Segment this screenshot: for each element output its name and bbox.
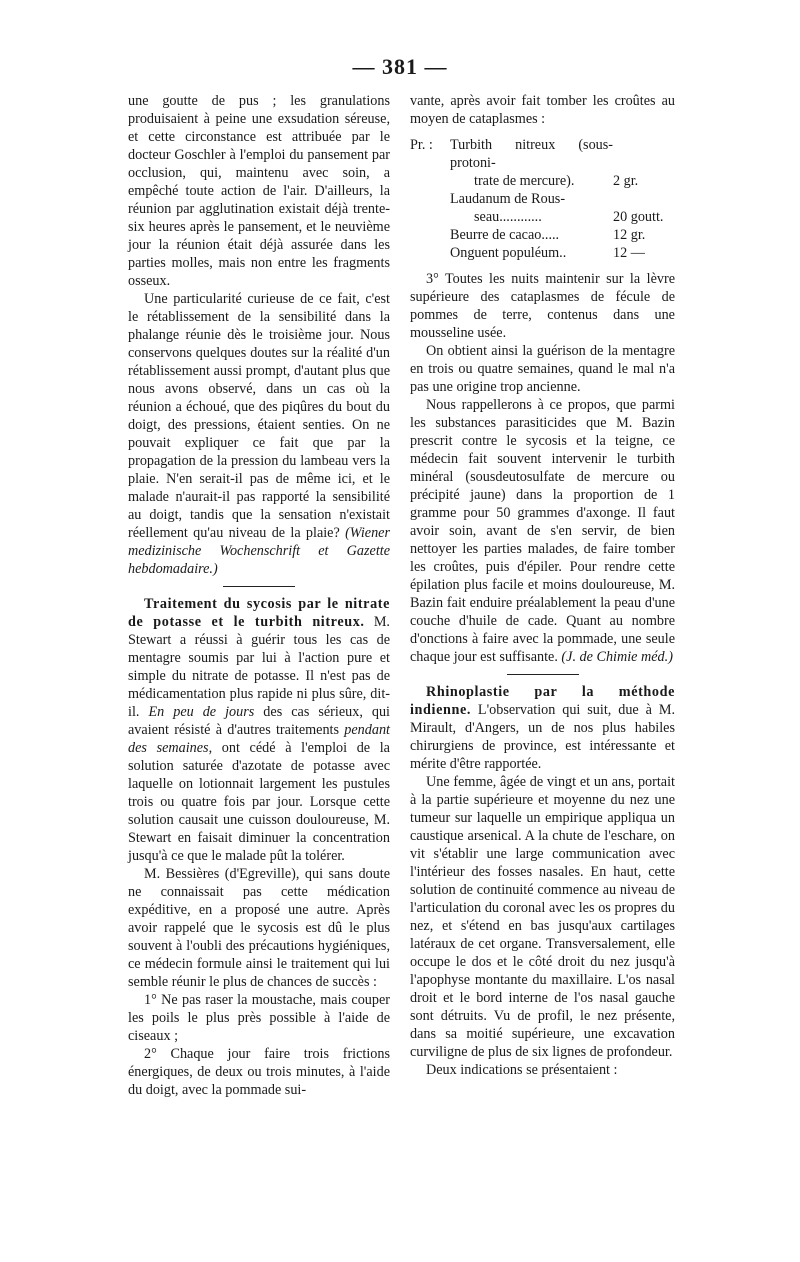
article-paragraph <box>410 683 675 773</box>
paragraph-text: Nous rappellerons à ce propos, que parmi les substances parasiticides que M. Bazin prescrit contre le sycosis et la teigne, ce médecin fait souvent intervenir le turbith minéral (sousdeutosulfate de mercure ou précipité jaune) dans la proportion de 1 gramme pour 50 grammes d'axonge. Il faut avoir soin, avant de s'en servir, de bien nettoyer les parties malades, de faire tomber les croûtes, puis d'épiler. Pour rendre cette épilation plus facile et moins douloureuse, M. Bazin fait enduire préalablement la peau d'une couche d'huile de cade. Quant au nombre d'onctions à faire avec la pommade, une seule chaque jour est suffisante. <box>410 397 675 665</box>
paragraph-text: L'observation qui suit, due à M. Mirault, d'Angers, un de nos plus habiles chirurgiens de province, est intéressante et mérite d'être rapportée. <box>410 702 675 772</box>
prescription-label: Pr. : <box>410 137 433 153</box>
right-column <box>410 92 675 1079</box>
paragraph: Deux indications se présentaient : <box>426 1062 618 1078</box>
paragraph: une goutte de pus ; les granulations produisaient à peine une exsudation séreuse, et cette circonstance est attribuée par le docteur Goschler à l'emploi du pansement par occlusion, qui, maintenu avec soin, a empêché toute action de l'air. D'ailleurs, la réunion par agglutination existait déjà trente-six heures après le pansement, et le neuvième jour la réunion était déjà assurée dans les parties molles, mais non entre les fragments osseux. <box>128 93 390 289</box>
section-divider <box>223 586 295 587</box>
paragraph <box>410 396 675 666</box>
ingredient-qty <box>613 190 675 208</box>
ingredient-qty: 20 goutt. <box>613 209 664 225</box>
ingredient-name: seau............ <box>474 209 542 225</box>
paragraph-text: , ont cédé à l'emploi de la solution saturée d'azotate de potasse avec laquelle on lotionnait largement les pustules trois ou quatre fois par jour. Lorsque cette solution causait une cuisson douloureuse, M. Stewart en faisait diminuer la concentration jusqu'à ce que le malade pût la tolérer. <box>128 740 390 864</box>
paragraph: 3° Toutes les nuits maintenir sur la lèvre supérieure des cataplasmes de fécule de pommes de terre, contenus dans une mousseline usée. <box>410 271 675 341</box>
paragraph: 2° Chaque jour faire trois frictions énergiques, de deux ou trois minutes, à l'aide du doigt, avec la pommade sui- <box>128 1046 390 1098</box>
ingredient-qty: 12 — <box>613 245 645 261</box>
paragraph: vante, après avoir fait tomber les croûtes au moyen de cataplasmes : <box>410 93 675 127</box>
ingredient-name: Turbith nitreux (sous-protoni- <box>450 137 613 171</box>
left-column <box>128 92 390 1099</box>
ingredient-qty: 2 gr. <box>613 173 639 189</box>
ingredient-qty: 12 gr. <box>613 227 646 243</box>
source-citation: (J. de Chimie méd.) <box>561 649 673 665</box>
ingredient-name: Laudanum de Rous- <box>450 191 566 207</box>
paragraph-text: M. Stewart a réussi à guérir tous les cas de mentagre soumis par lui à l'action pure et simple du nitrate de potasse. Il n'est pas de médicamentation plus rapide ni plus sûre, dit-il. <box>128 614 390 720</box>
article-heading: Rhinoplastie par la méthode indienne. <box>410 684 675 718</box>
paragraph-text: des cas sérieux, qui avaient résisté à d'autres traitements <box>128 704 391 738</box>
ingredient-name: Onguent populéum.. <box>450 245 567 261</box>
paragraph: 1° Ne pas raser la moustache, mais couper les poils le plus près possible à l'aide de ciseaux ; <box>128 992 390 1044</box>
paragraph: Une femme, âgée de vingt et un ans, portait à la partie supérieure et moyenne du nez une tumeur sur laquelle un empirique appliqua un caustique arsenical. A la chute de l'eschare, on vit s'établir une large communication avec l'intérieur des fosses nasales. En haut, cette solution de continuité commence au niveau de l'articulation du coronal avec les os propres du nez, et s'étend en bas jusqu'aux cartilages latéraux de cet organe. Transversalement, elle occupe le dos et le côté droit du nez jusqu'à l'apophyse montante du maxillaire. L'os nasal droit et le bord interne de l'os nasal gauche sont détruits. Vu de profil, le nez présente, dans sa moitié supérieure, une excavation curviligne de plus de six lignes de profondeur. <box>410 774 675 1060</box>
prescription-formula <box>410 136 675 262</box>
section-divider <box>507 674 579 675</box>
article-heading: Traitement du sycosis par le nitrate de potasse et le turbith nitreux. <box>128 596 390 630</box>
paragraph: On obtient ainsi la guérison de la mentagre en trois ou quatre semaines, quand le mal n'a pas une origine trop ancienne. <box>410 343 675 395</box>
emphasis-text: En peu de jours <box>148 704 255 720</box>
ingredient-name: trate de mercure). <box>474 173 575 189</box>
paragraph-text: Une particularité curieuse de ce fait, c'est le rétablissement de la sensibilité dans la phalange réunie dès le troisième jour. Nous conservons quelques doutes sur la réalité d'un rétablissement aussi prompt, d'autant plus que nous avons observé, dans un cas où la réunion a échoué, que des piqûres du bout du doigt, des pressions, étaient senties. On ne pouvait expliquer ce fait que par la propagation de la pression du lambeau vers la plaie. N'en serait-il pas de même ici, et le malade n'aurait-il pas rapporté la sensibilité au doigt, tandis que la sensation n'existait réellement qu'au niveau de la plaie? <box>128 291 390 541</box>
paragraph <box>128 290 390 578</box>
emphasis-text: pendant des semaines <box>128 722 390 756</box>
ingredient-qty <box>613 136 675 172</box>
paragraph: M. Bessières (d'Egreville), qui sans doute ne connaissait pas cette médication expéditive, en a proposé une autre. Après avoir rappelé que le sycosis est dû le plus souvent à l'oubli des précautions hygiéniques, ce médecin formule ainsi le traitement qui lui semble réunir le plus de chances de succès : <box>128 866 390 990</box>
article-paragraph <box>128 595 390 865</box>
ingredient-name: Beurre de cacao..... <box>450 227 560 243</box>
page-number: — 381 — <box>352 54 448 79</box>
source-citation: (Wiener medizinische Wochenschrift et Gazette hebdomadaire.) <box>128 525 390 577</box>
